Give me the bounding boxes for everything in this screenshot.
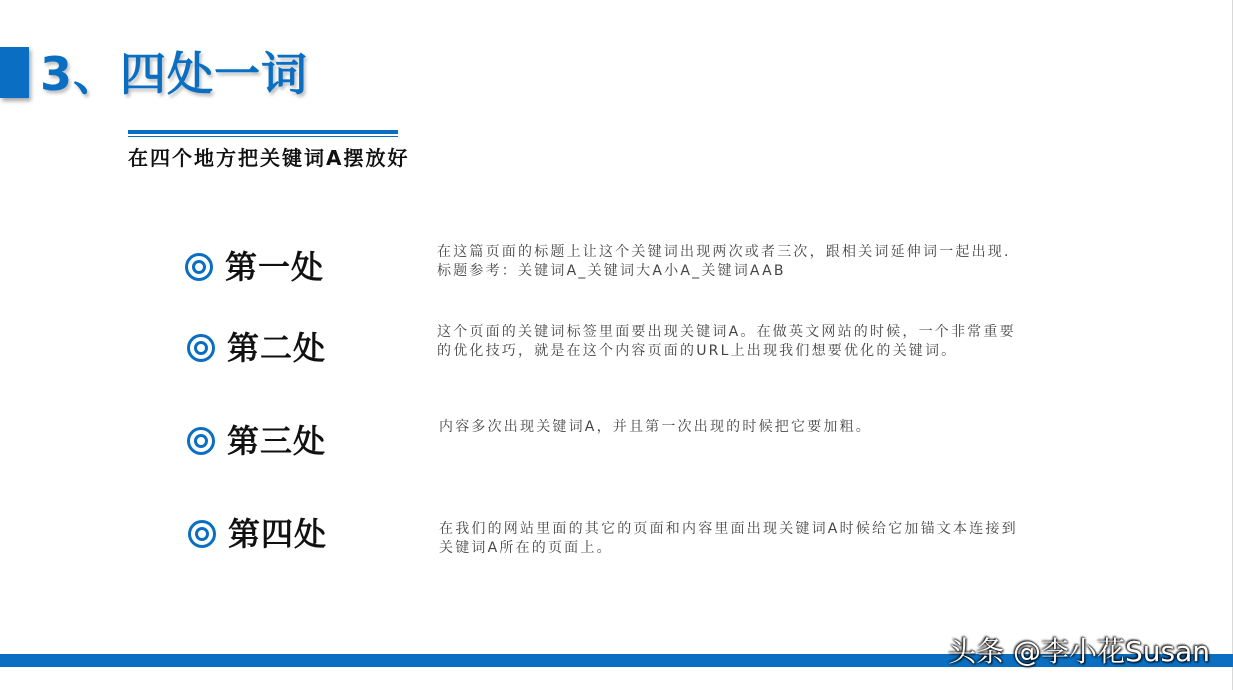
point-4-description: 在我们的网站里面的其它的页面和内容里面出现关键词A时候给它加锚文本连接到关键词A所在的页面上。 bbox=[439, 521, 1018, 556]
point-1 bbox=[185, 247, 324, 287]
title-underline-thin bbox=[128, 136, 398, 137]
point-2 bbox=[187, 328, 326, 368]
double-circle-icon bbox=[187, 427, 215, 455]
double-circle-icon bbox=[187, 334, 215, 362]
slide-title: 3、四处一词 bbox=[40, 47, 309, 101]
point-4-label: 第四处 bbox=[228, 515, 328, 553]
point-2-description: 这个页面的关键词标签里面要出现关键词A。在做英文网站的时候，一个非常重要的优化技巧，就是在这个内容页面的URL上出现我们想要优化的关键词。 bbox=[437, 324, 1016, 359]
title-accent-block bbox=[0, 47, 29, 98]
point-4 bbox=[188, 514, 327, 554]
watermark: 头条 @李小花Susan bbox=[948, 635, 1210, 668]
point-3-description: 内容多次出现关键词A，并且第一次出现的时候把它要加粗。 bbox=[439, 419, 872, 435]
slide-subtitle: 在四个地方把关键词A摆放好 bbox=[128, 146, 410, 170]
point-3 bbox=[187, 421, 326, 461]
point-3-label: 第三处 bbox=[227, 422, 327, 460]
point-1-label: 第一处 bbox=[225, 248, 325, 286]
point-2-label: 第二处 bbox=[227, 329, 327, 367]
point-1-description: 在这篇页面的标题上让这个关键词出现两次或者三次，跟相关词延伸词一起出现. 标题参考：关键词A_关键词大A小A_关键词AAB bbox=[437, 244, 1011, 279]
title-underline bbox=[128, 130, 398, 134]
double-circle-icon bbox=[188, 520, 216, 548]
double-circle-icon bbox=[185, 253, 213, 281]
